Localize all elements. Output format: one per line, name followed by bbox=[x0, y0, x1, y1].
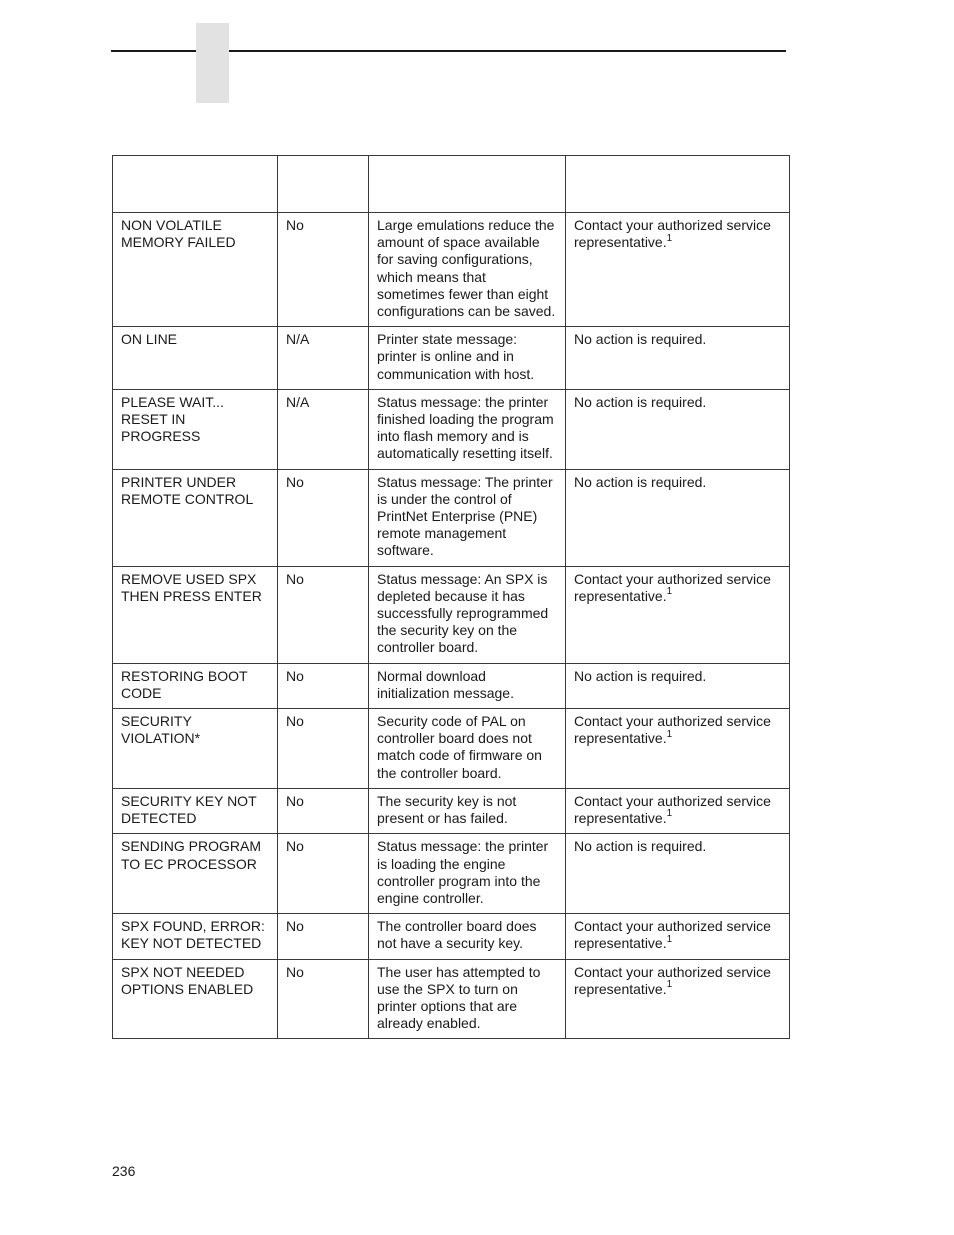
action-text bbox=[574, 964, 781, 981]
action-line: No action is required. bbox=[574, 667, 707, 684]
table-row bbox=[113, 788, 790, 833]
explanation-text: sometimes fewer than eight bbox=[377, 285, 549, 302]
explanation-text: controller board does not bbox=[377, 730, 532, 747]
message-text: RESTORING BOOT bbox=[121, 667, 248, 684]
message-text: RESET IN bbox=[121, 411, 186, 428]
explanation-text: finished loading the program bbox=[377, 411, 554, 428]
flag-cell bbox=[278, 959, 369, 1039]
explanation-text: software. bbox=[377, 542, 434, 559]
flag-text: No bbox=[286, 217, 304, 233]
action-line: representative. bbox=[574, 234, 667, 251]
message-text: NON VOLATILE bbox=[121, 217, 222, 233]
explanation-text: Status message: the printer bbox=[377, 393, 549, 410]
footnote-marker: 1 bbox=[666, 808, 673, 820]
message-cell bbox=[113, 709, 278, 789]
explanation-text: Status message: The printer bbox=[377, 473, 553, 490]
flag-text: No bbox=[286, 792, 304, 809]
table-row bbox=[113, 709, 790, 789]
flag-text: N/A bbox=[286, 393, 310, 410]
flag-text: No bbox=[286, 838, 304, 855]
message-text: MEMORY FAILED bbox=[121, 234, 236, 251]
explanation-text: is loading the engine bbox=[377, 855, 506, 872]
flag-text: No bbox=[286, 918, 304, 935]
flag-cell bbox=[278, 213, 369, 327]
message-text: REMOVE USED SPX bbox=[121, 570, 257, 587]
explanation-text: Normal download bbox=[377, 667, 486, 684]
action-line: Contact your authorized service bbox=[574, 217, 771, 233]
explanation-cell bbox=[369, 959, 566, 1039]
action-text bbox=[574, 668, 781, 685]
explanation-text: successfully reprogrammed bbox=[377, 605, 549, 622]
action-cell bbox=[566, 389, 790, 469]
action-text bbox=[574, 793, 781, 810]
table-row bbox=[113, 959, 790, 1039]
message-text: CODE bbox=[121, 684, 162, 701]
table-row bbox=[113, 914, 790, 959]
action-text bbox=[574, 588, 781, 605]
message-cell bbox=[113, 469, 278, 566]
action-line: representative. bbox=[574, 980, 667, 997]
explanation-cell bbox=[369, 469, 566, 566]
message-text: THEN PRESS ENTER bbox=[121, 587, 262, 604]
table-row bbox=[113, 213, 790, 327]
action-cell bbox=[566, 788, 790, 833]
flag-cell bbox=[278, 914, 369, 959]
header-cell-flag bbox=[278, 156, 369, 213]
flag-cell bbox=[278, 834, 369, 914]
action-line: No action is required. bbox=[574, 838, 707, 855]
flag-cell bbox=[278, 709, 369, 789]
flag-text: No bbox=[286, 963, 304, 980]
action-line: Contact your authorized service bbox=[574, 713, 771, 730]
message-cell bbox=[113, 213, 278, 327]
action-line: Contact your authorized service bbox=[574, 918, 771, 935]
explanation-text: engine controller. bbox=[377, 889, 484, 906]
explanation-cell bbox=[369, 389, 566, 469]
explanation-cell bbox=[369, 663, 566, 708]
action-cell bbox=[566, 834, 790, 914]
explanation-text: controller board. bbox=[377, 639, 479, 656]
explanation-cell bbox=[369, 834, 566, 914]
action-cell bbox=[566, 914, 790, 959]
explanation-text: Security code of PAL on bbox=[377, 713, 526, 730]
footnote-marker: 1 bbox=[666, 586, 673, 598]
message-cell bbox=[113, 389, 278, 469]
action-text bbox=[574, 713, 781, 730]
flag-cell bbox=[278, 788, 369, 833]
action-text bbox=[574, 730, 781, 747]
flag-text: No bbox=[286, 570, 304, 587]
flag-cell bbox=[278, 389, 369, 469]
message-text: TO EC PROCESSOR bbox=[121, 855, 257, 872]
explanation-text: depleted because it has bbox=[377, 587, 525, 604]
action-line: No action is required. bbox=[574, 393, 707, 410]
explanation-text: automatically resetting itself. bbox=[377, 445, 553, 462]
flag-text: No bbox=[286, 713, 304, 730]
message-text: SECURITY bbox=[121, 713, 192, 730]
message-cell bbox=[113, 788, 278, 833]
explanation-text: printer options that are bbox=[377, 997, 518, 1014]
explanation-cell bbox=[369, 709, 566, 789]
flag-text: No bbox=[286, 667, 304, 684]
message-cell bbox=[113, 959, 278, 1039]
table-row bbox=[113, 663, 790, 708]
explanation-text: for saving configurations, bbox=[377, 251, 533, 268]
explanation-text: use the SPX to turn on bbox=[377, 980, 518, 997]
action-cell bbox=[566, 566, 790, 663]
explanation-text: communication with host. bbox=[377, 365, 535, 382]
action-cell bbox=[566, 959, 790, 1039]
message-cell bbox=[113, 834, 278, 914]
action-text bbox=[574, 394, 781, 411]
explanation-text: already enabled. bbox=[377, 1015, 481, 1032]
explanation-cell bbox=[369, 327, 566, 390]
header-cell-message bbox=[113, 156, 278, 213]
message-text: ON LINE bbox=[121, 331, 178, 348]
flag-cell bbox=[278, 663, 369, 708]
flag-cell bbox=[278, 327, 369, 390]
explanation-text: match code of firmware on bbox=[377, 747, 542, 764]
action-text bbox=[574, 810, 781, 827]
action-line: representative. bbox=[574, 935, 667, 952]
flag-cell bbox=[278, 469, 369, 566]
action-line: No action is required. bbox=[574, 331, 707, 348]
message-text: OPTIONS ENABLED bbox=[121, 980, 254, 997]
flag-text: N/A bbox=[286, 331, 310, 348]
message-text: PROGRESS bbox=[121, 428, 201, 445]
action-line: Contact your authorized service bbox=[574, 570, 771, 587]
explanation-text: Large emulations reduce the bbox=[377, 217, 555, 233]
explanation-text: which means that bbox=[377, 268, 486, 285]
action-text bbox=[574, 981, 781, 998]
action-text bbox=[574, 838, 781, 855]
explanation-text: present or has failed. bbox=[377, 810, 508, 827]
explanation-text: Status message: the printer bbox=[377, 838, 549, 855]
message-text: VIOLATION* bbox=[121, 730, 201, 747]
header-cell-explanation bbox=[369, 156, 566, 213]
footnote-marker: 1 bbox=[666, 979, 673, 991]
message-text: PRINTER UNDER bbox=[121, 473, 237, 490]
action-cell bbox=[566, 327, 790, 390]
action-line: Contact your authorized service bbox=[574, 792, 771, 809]
table-body bbox=[113, 213, 790, 1039]
action-cell bbox=[566, 663, 790, 708]
explanation-text: PrintNet Enterprise (PNE) bbox=[377, 508, 538, 525]
explanation-text: Status message: An SPX is bbox=[377, 570, 548, 587]
explanation-cell bbox=[369, 213, 566, 327]
explanation-cell bbox=[369, 566, 566, 663]
message-text: SECURITY KEY NOT bbox=[121, 792, 257, 809]
flag-text: No bbox=[286, 473, 304, 490]
action-line: representative. bbox=[574, 730, 667, 747]
action-text bbox=[574, 474, 781, 491]
message-text: DETECTED bbox=[121, 810, 197, 827]
table-row bbox=[113, 566, 790, 663]
action-line: representative. bbox=[574, 587, 667, 604]
action-text bbox=[574, 234, 781, 251]
table-row bbox=[113, 469, 790, 566]
action-cell bbox=[566, 469, 790, 566]
table-row bbox=[113, 327, 790, 390]
action-text bbox=[574, 571, 781, 588]
explanation-text: remote management bbox=[377, 525, 507, 542]
message-cell bbox=[113, 914, 278, 959]
explanation-text: into flash memory and is bbox=[377, 428, 529, 445]
explanation-text: controller program into the bbox=[377, 872, 541, 889]
explanation-cell bbox=[369, 788, 566, 833]
message-text: SENDING PROGRAM bbox=[121, 838, 262, 855]
message-text: PLEASE WAIT... bbox=[121, 393, 224, 410]
chapter-tab bbox=[196, 23, 229, 103]
explanation-text: the security key on the bbox=[377, 622, 518, 639]
explanation-text: the controller board. bbox=[377, 764, 502, 781]
explanation-cell bbox=[369, 914, 566, 959]
explanation-text: amount of space available bbox=[377, 234, 540, 251]
message-cell bbox=[113, 327, 278, 390]
action-line: representative. bbox=[574, 810, 667, 827]
explanation-text: The controller board does bbox=[377, 918, 537, 935]
table-header-row bbox=[113, 156, 790, 213]
explanation-text: printer is online and in bbox=[377, 348, 514, 365]
table-row bbox=[113, 834, 790, 914]
message-text: SPX NOT NEEDED bbox=[121, 963, 245, 980]
message-table bbox=[112, 155, 790, 1039]
explanation-text: not have a security key. bbox=[377, 935, 524, 952]
header-cell-action bbox=[566, 156, 790, 213]
message-text: SPX FOUND, ERROR: bbox=[121, 918, 265, 935]
flag-cell bbox=[278, 566, 369, 663]
footnote-marker: 1 bbox=[666, 933, 673, 945]
action-cell bbox=[566, 213, 790, 327]
message-text: REMOTE CONTROL bbox=[121, 490, 254, 507]
action-text bbox=[574, 331, 781, 348]
footnote-marker: 1 bbox=[666, 728, 673, 740]
action-cell bbox=[566, 709, 790, 789]
explanation-text: initialization message. bbox=[377, 684, 514, 701]
action-line: No action is required. bbox=[574, 473, 707, 490]
message-cell bbox=[113, 566, 278, 663]
message-cell bbox=[113, 663, 278, 708]
action-line: Contact your authorized service bbox=[574, 963, 771, 980]
footnote-marker: 1 bbox=[666, 232, 673, 244]
explanation-text: Printer state message: bbox=[377, 331, 518, 348]
page-number: 236 bbox=[112, 1163, 136, 1179]
action-text bbox=[574, 935, 781, 952]
explanation-text: is under the control of bbox=[377, 490, 512, 507]
explanation-text: The security key is not bbox=[377, 792, 517, 809]
table-row bbox=[113, 389, 790, 469]
action-text bbox=[574, 217, 781, 234]
explanation-text: The user has attempted to bbox=[377, 963, 541, 980]
explanation-text: configurations can be saved. bbox=[377, 303, 556, 320]
action-text bbox=[574, 918, 781, 935]
message-text: KEY NOT DETECTED bbox=[121, 935, 262, 952]
